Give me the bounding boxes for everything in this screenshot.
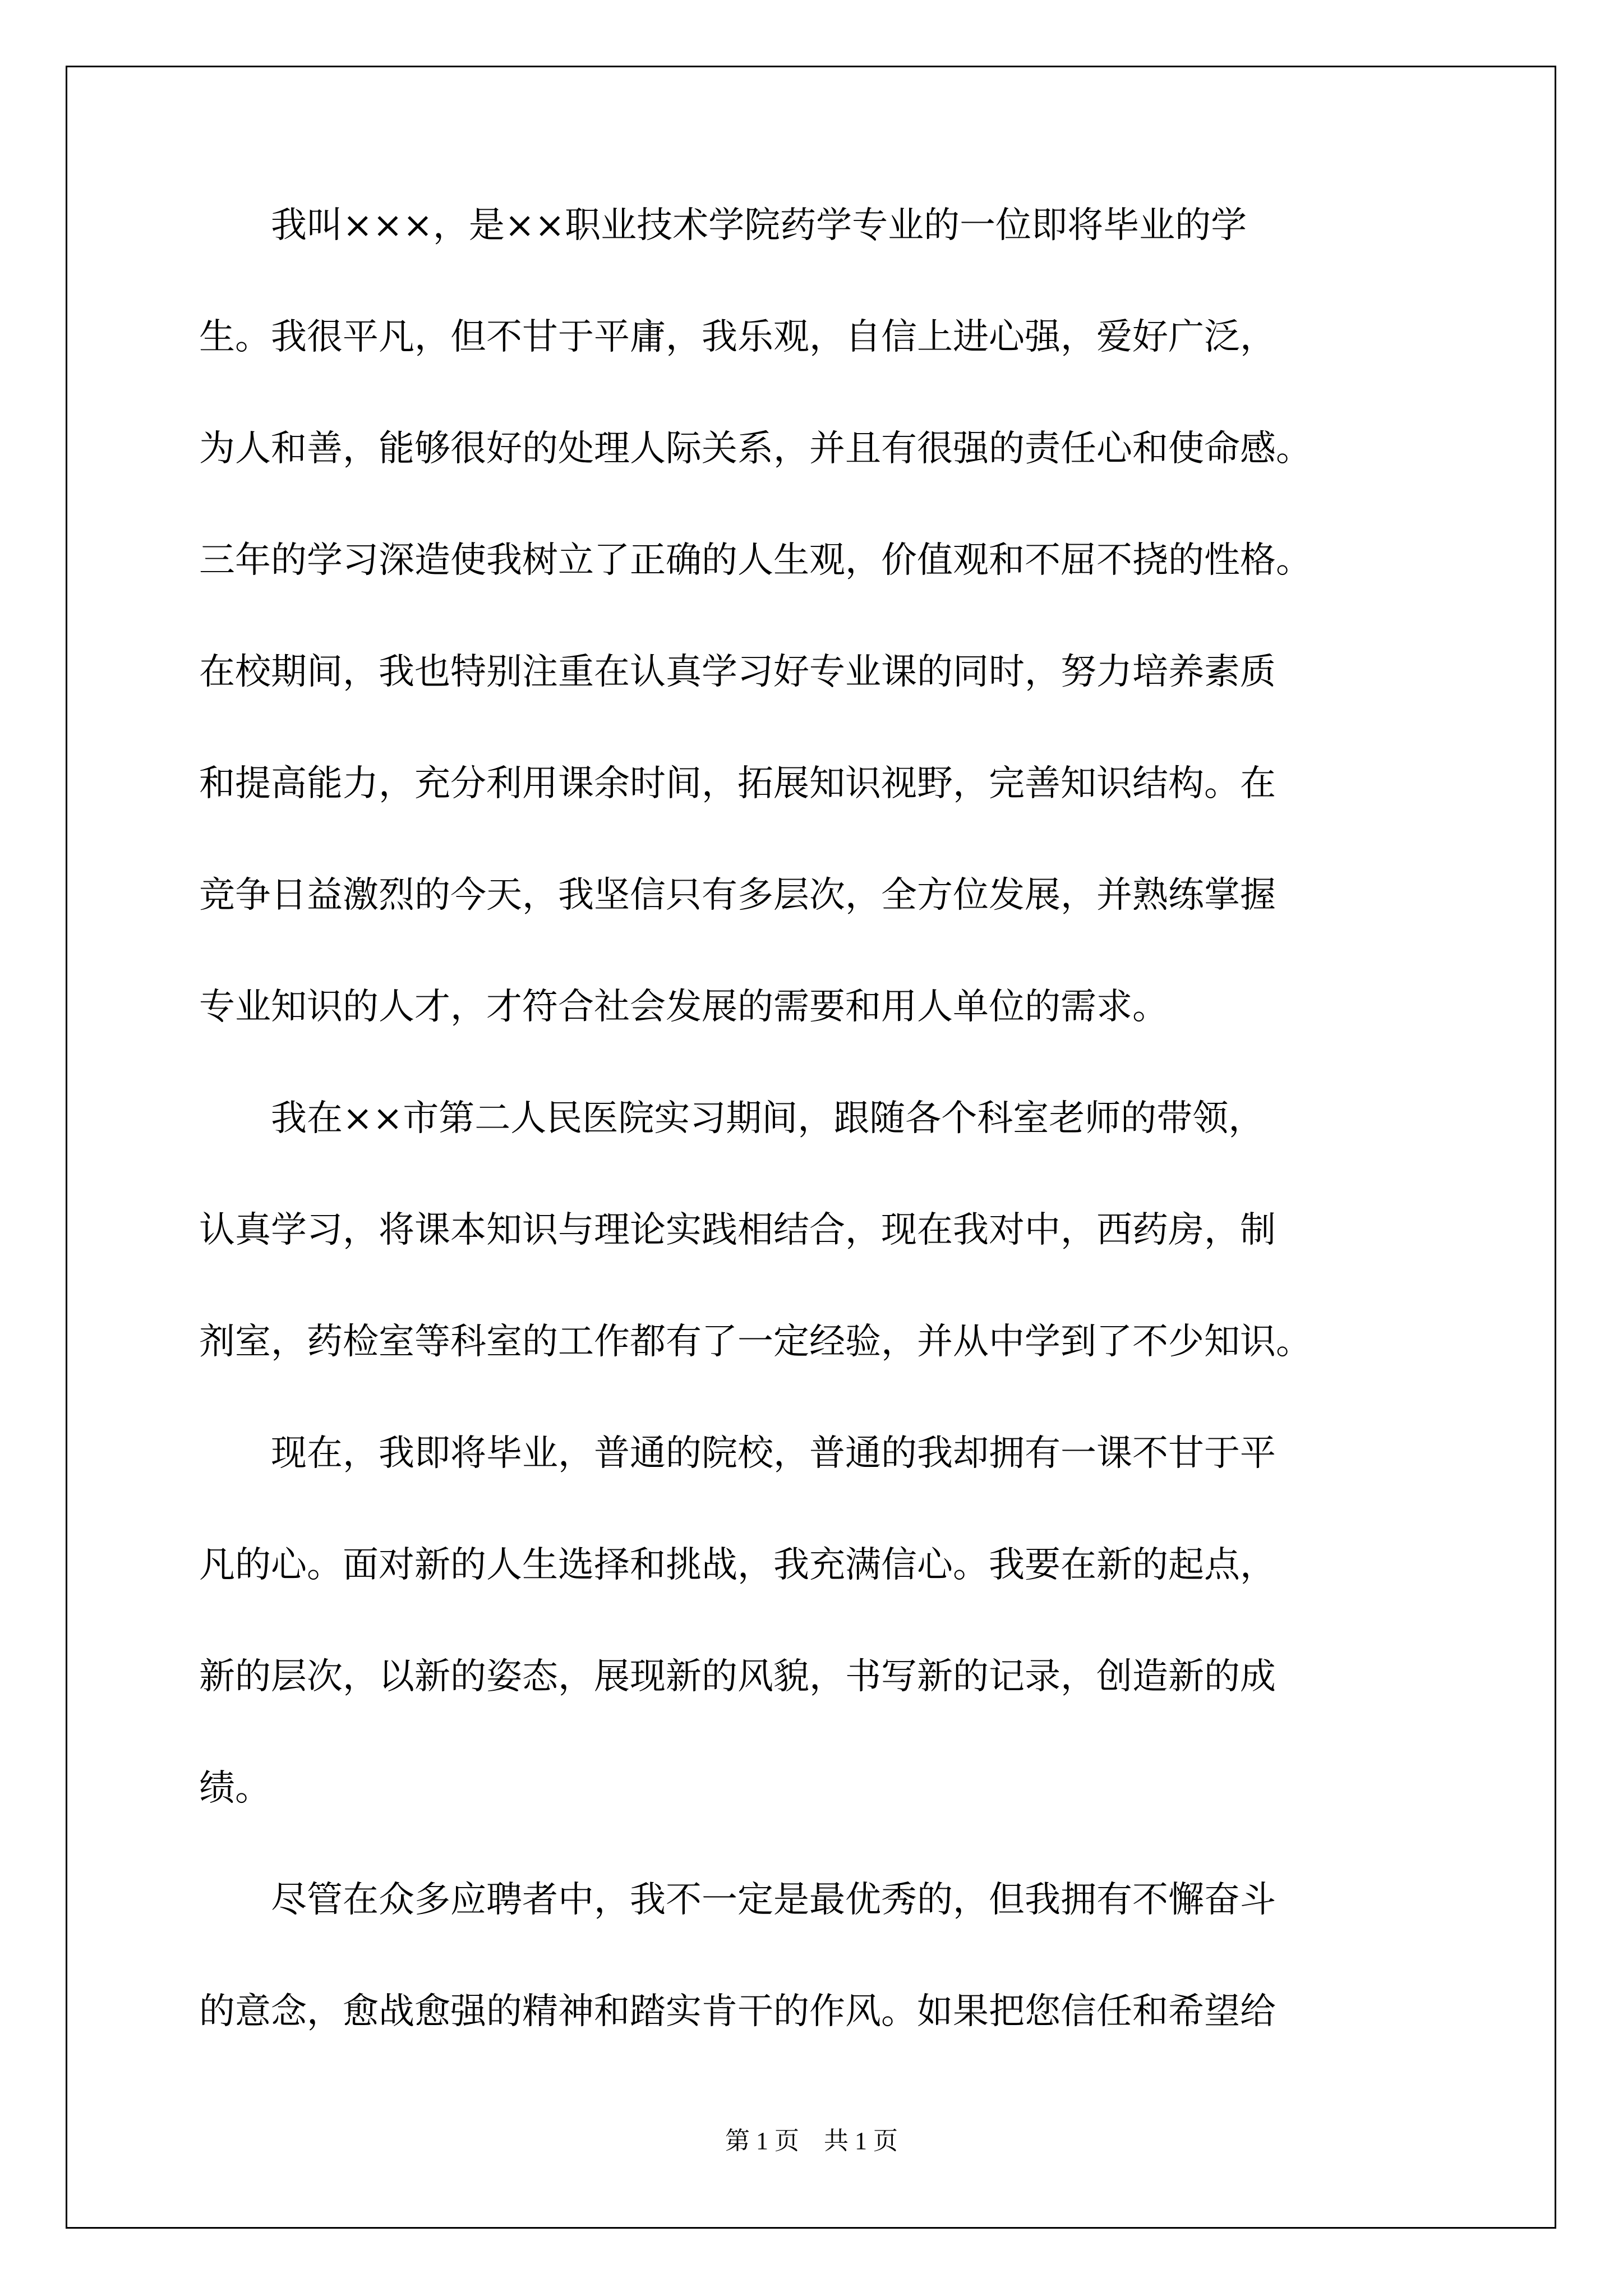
- text-line: 和提高能力，充分利用课余时间，拓展知识视野，完善知识结构。在: [199, 763, 1276, 804]
- page-footer: 第 1 页 共 1 页: [725, 2127, 898, 2155]
- text-line: 竞争日益激烈的今天，我坚信只有多层次，全方位发展，并熟练掌握: [199, 875, 1276, 916]
- text-line: 在校期间，我也特别注重在认真学习好专业课的同时，努力培养素质: [199, 651, 1276, 693]
- text-line: 剂室，药检室等科室的工作都有了一定经验，并从中学到了不少知识。: [199, 1321, 1312, 1363]
- text-line: 我叫×××，是××职业技术学院药学专业的一位即将毕业的学: [199, 205, 1247, 246]
- text-line: 现在，我即将毕业，普通的院校，普通的我却拥有一课不甘于平: [199, 1433, 1276, 1474]
- text-line: 的意念，愈战愈强的精神和踏实肯干的作风。如果把您信任和希望给: [199, 1991, 1276, 2032]
- text-line: 三年的学习深造使我树立了正确的人生观，价值观和不屈不挠的性格。: [199, 540, 1312, 581]
- text-line: 我在××市第二人民医院实习期间，跟随各个科室老师的带领，: [199, 1098, 1265, 1139]
- text-line: 为人和善，能够很好的处理人际关系，并且有很强的责任心和使命感。: [199, 428, 1312, 470]
- text-line: 尽管在众多应聘者中，我不一定是最优秀的，但我拥有不懈奋斗: [199, 1879, 1276, 1921]
- text-line: 专业知识的人才，才符合社会发展的需要和用人单位的需求。: [199, 986, 1168, 1028]
- text-line: 绩。: [199, 1768, 271, 1809]
- text-line: 生。我很平凡，但不甘于平庸，我乐观，自信上进心强，爱好广泛，: [199, 316, 1276, 358]
- text-line: 新的层次，以新的姿态，展现新的风貌，书写新的记录，创造新的成: [199, 1656, 1276, 1697]
- document-body: [199, 205, 1433, 2105]
- text-line: 凡的心。面对新的人生选择和挑战，我充满信心。我要在新的起点，: [199, 1544, 1276, 1586]
- text-line: 认真学习，将课本知识与理论实践相结合，现在我对中，西药房，制: [199, 1209, 1276, 1251]
